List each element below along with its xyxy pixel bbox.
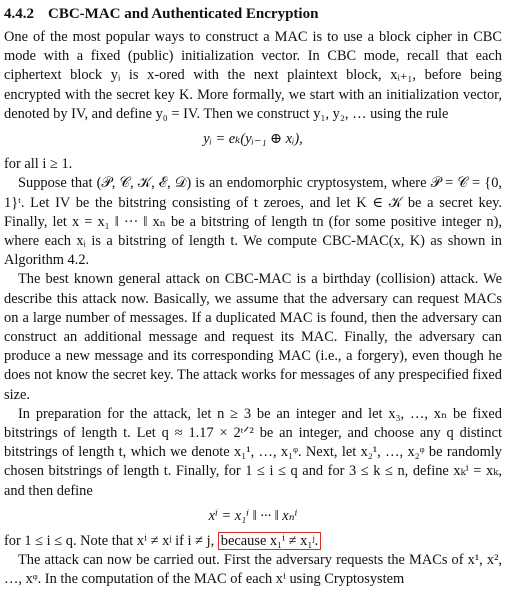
paragraph-1-end: for all i ≥ 1. bbox=[4, 156, 73, 173]
paragraph-5: The attack can now be carried out. First the adversary requests the MACs of x¹, x², …, xᵠ. In the computation of the MAC of each xⁱ using Cryptosystem bbox=[4, 552, 502, 588]
paragraph-3: The best known general attack on CBC-MAC is a birthday (collision) attack. We describe this attack now. Basically, we assume that the adversary can request MACs on a large number of messages. If a duplicated MAC is found, then the adversary can construct an additional message and request its MAC. Finally, the adversary can produce a new message and its corresponding MAC (i.e., a forgery), even though he does not know the secret key. The attack works for messages of any prespecified fixed size. bbox=[4, 271, 502, 403]
section-heading bbox=[4, 4, 502, 24]
paragraph-2: Suppose that (𝒫, 𝒞, 𝒦, ℰ, 𝒟) is an endomorphic cryptosystem, where 𝒫 = 𝒞 = {0, 1}ᵗ. Let IV be the bitstring consisting of t zeroes, and let K ∈ 𝒦 be a secret key. Finally, let x = x₁ ‖ ··· ‖ xₙ be a bitstring of length tn (for some positive integer n), where each xᵢ is a bitstring of length t. We compute CBC-MAC(x, K) as shown in Algorithm 4.2. bbox=[4, 175, 502, 269]
paragraph-4-end bbox=[4, 532, 502, 551]
highlighted-annotation: because x₁ⁱ ≠ x₁ʲ. bbox=[218, 532, 321, 550]
paragraph-1: One of the most popular ways to construct a MAC is to use a block cipher in CBC mode with a fixed (public) initialization vector. In CBC mode, recall that each ciphertext block yᵢ is x-ored with the next plaintext block, xᵢ₊₁, before being encrypted with the secret key K. More formally, we start with an initialization vector, denoted by IV, and define y₀ = IV. Then we construct y₁, y₂, … using the rule bbox=[4, 29, 502, 122]
paragraph-4: In preparation for the attack, let n ≥ 3 be an integer and let x₃, …, xₙ be fixed bitstrings of length t. Let q ≈ 1.17 × 2ᵗᐟ² be an integer, and choose any q distinct bitstrings of length t, which we denote x₁¹, …, x₁ᵠ. Next, let x₂¹, …, x₂ᵠ be randomly chosen bitstrings of length t. Finally, for 1 ≤ i ≤ q and for 3 ≤ k ≤ n, define xₖⁱ = xₖ, and then define bbox=[4, 405, 502, 499]
paragraph-4-end-text: for 1 ≤ i ≤ q. Note that xⁱ ≠ xʲ if i ≠ j, bbox=[4, 533, 215, 550]
page-cutoff bbox=[0, 596, 508, 600]
section-title: CBC-MAC and Authenticated Encryption bbox=[48, 6, 319, 22]
equation-cbc-rule: yᵢ = eₖ(yᵢ₋₁ ⊕ xᵢ), bbox=[203, 131, 303, 148]
equation-xi-definition: xⁱ = x₁ⁱ ‖ ··· ‖ xₙⁱ bbox=[208, 507, 298, 524]
section-number: 4.4.2 bbox=[4, 6, 34, 22]
